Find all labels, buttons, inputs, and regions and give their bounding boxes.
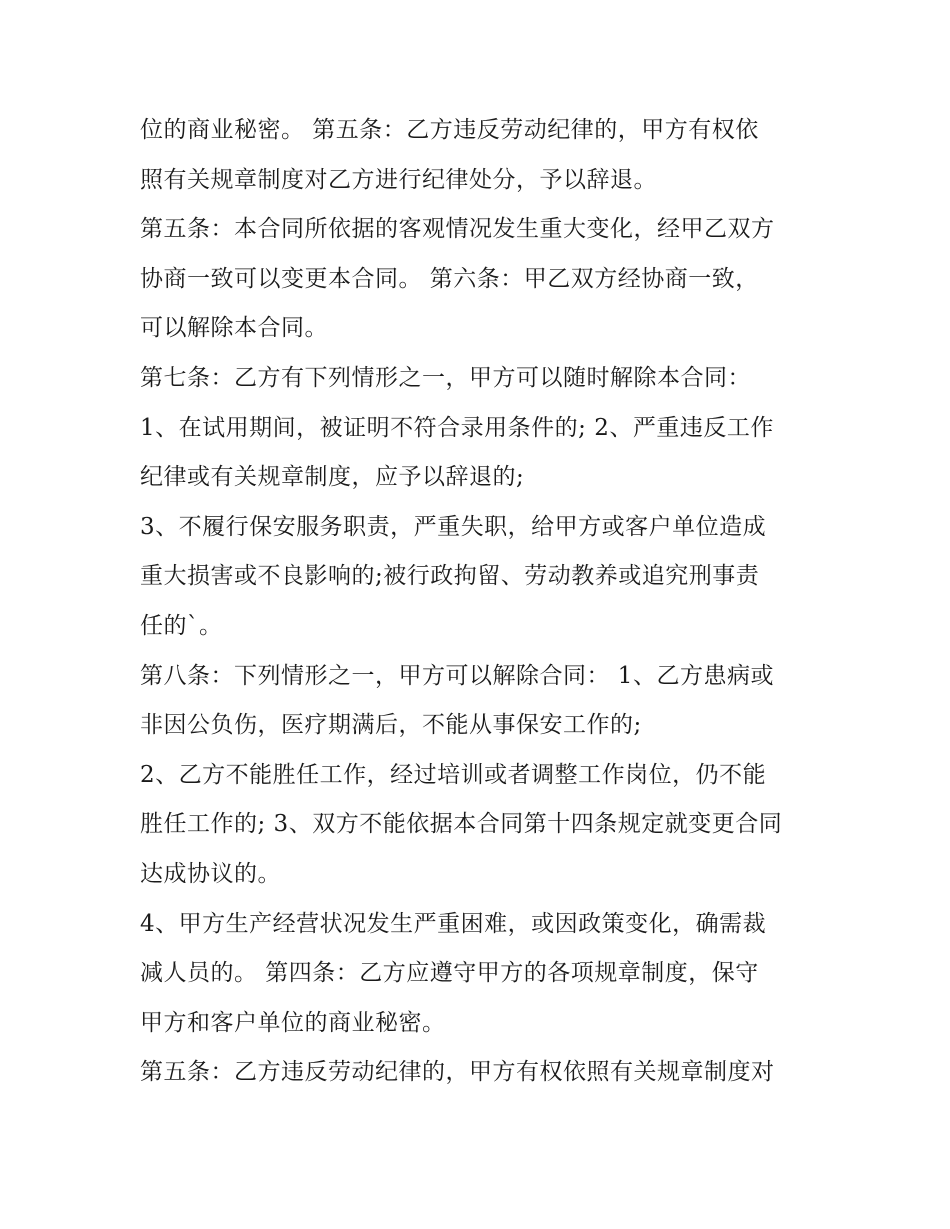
text-line: 甲方和客户单位的商业秘密。 [140,1009,446,1036]
text-line: 第五条：本合同所依据的客观情况发生重大变化，经甲乙双方 [140,216,775,243]
text-line: 4、甲方生产经营状况发生严重困难，或因政策变化，确需裁 [140,910,767,937]
text-line: 纪律或有关规章制度，应予以辞退的; [140,464,525,491]
text-line: 胜任工作的; 3、双方不能依据本合同第十四条规定就变更合同 [140,811,783,838]
text-line: 第五条：乙方违反劳动纪律的，甲方有权依照有关规章制度对 [140,1059,775,1086]
document-body [140,106,830,1098]
text-line: 达成协议的。 [140,860,281,887]
text-line: 非因公负伤，医疗期满后，不能从事保安工作的; [140,712,642,739]
text-line: 第八条：下列情形之一，甲方可以解除合同： 1、乙方患病或 [140,662,774,689]
text-line: 3、不履行保安服务职责，严重失职，给甲方或客户单位造成 [140,513,767,540]
text-line: 位的商业秘密。 第五条：乙方违反劳动纪律的，甲方有权依 [140,117,759,143]
text-line: 减人员的。 第四条：乙方应遵守甲方的各项规章制度，保守 [140,960,759,987]
text-line: 第七条：乙方有下列情形之一，甲方可以随时解除本合同： [140,364,751,391]
text-line: 照有关规章制度对乙方进行纪律处分，予以辞退。 [140,166,657,193]
text-line: 1、在试用期间，被证明不符合录用条件的; 2、严重违反工作 [140,414,774,441]
text-line: 可以解除本合同。 [140,315,328,342]
text-line: 2、乙方不能胜任工作，经过培训或者调整工作岗位，仍不能 [140,761,767,788]
text-line: 任的`。 [140,612,223,639]
text-line: 协商一致可以变更本合同。 第六条：甲乙双方经协商一致， [140,265,759,292]
text-line: 重大损害或不良影响的;被行政拘留、劳动教养或追究刑事责 [140,563,760,590]
